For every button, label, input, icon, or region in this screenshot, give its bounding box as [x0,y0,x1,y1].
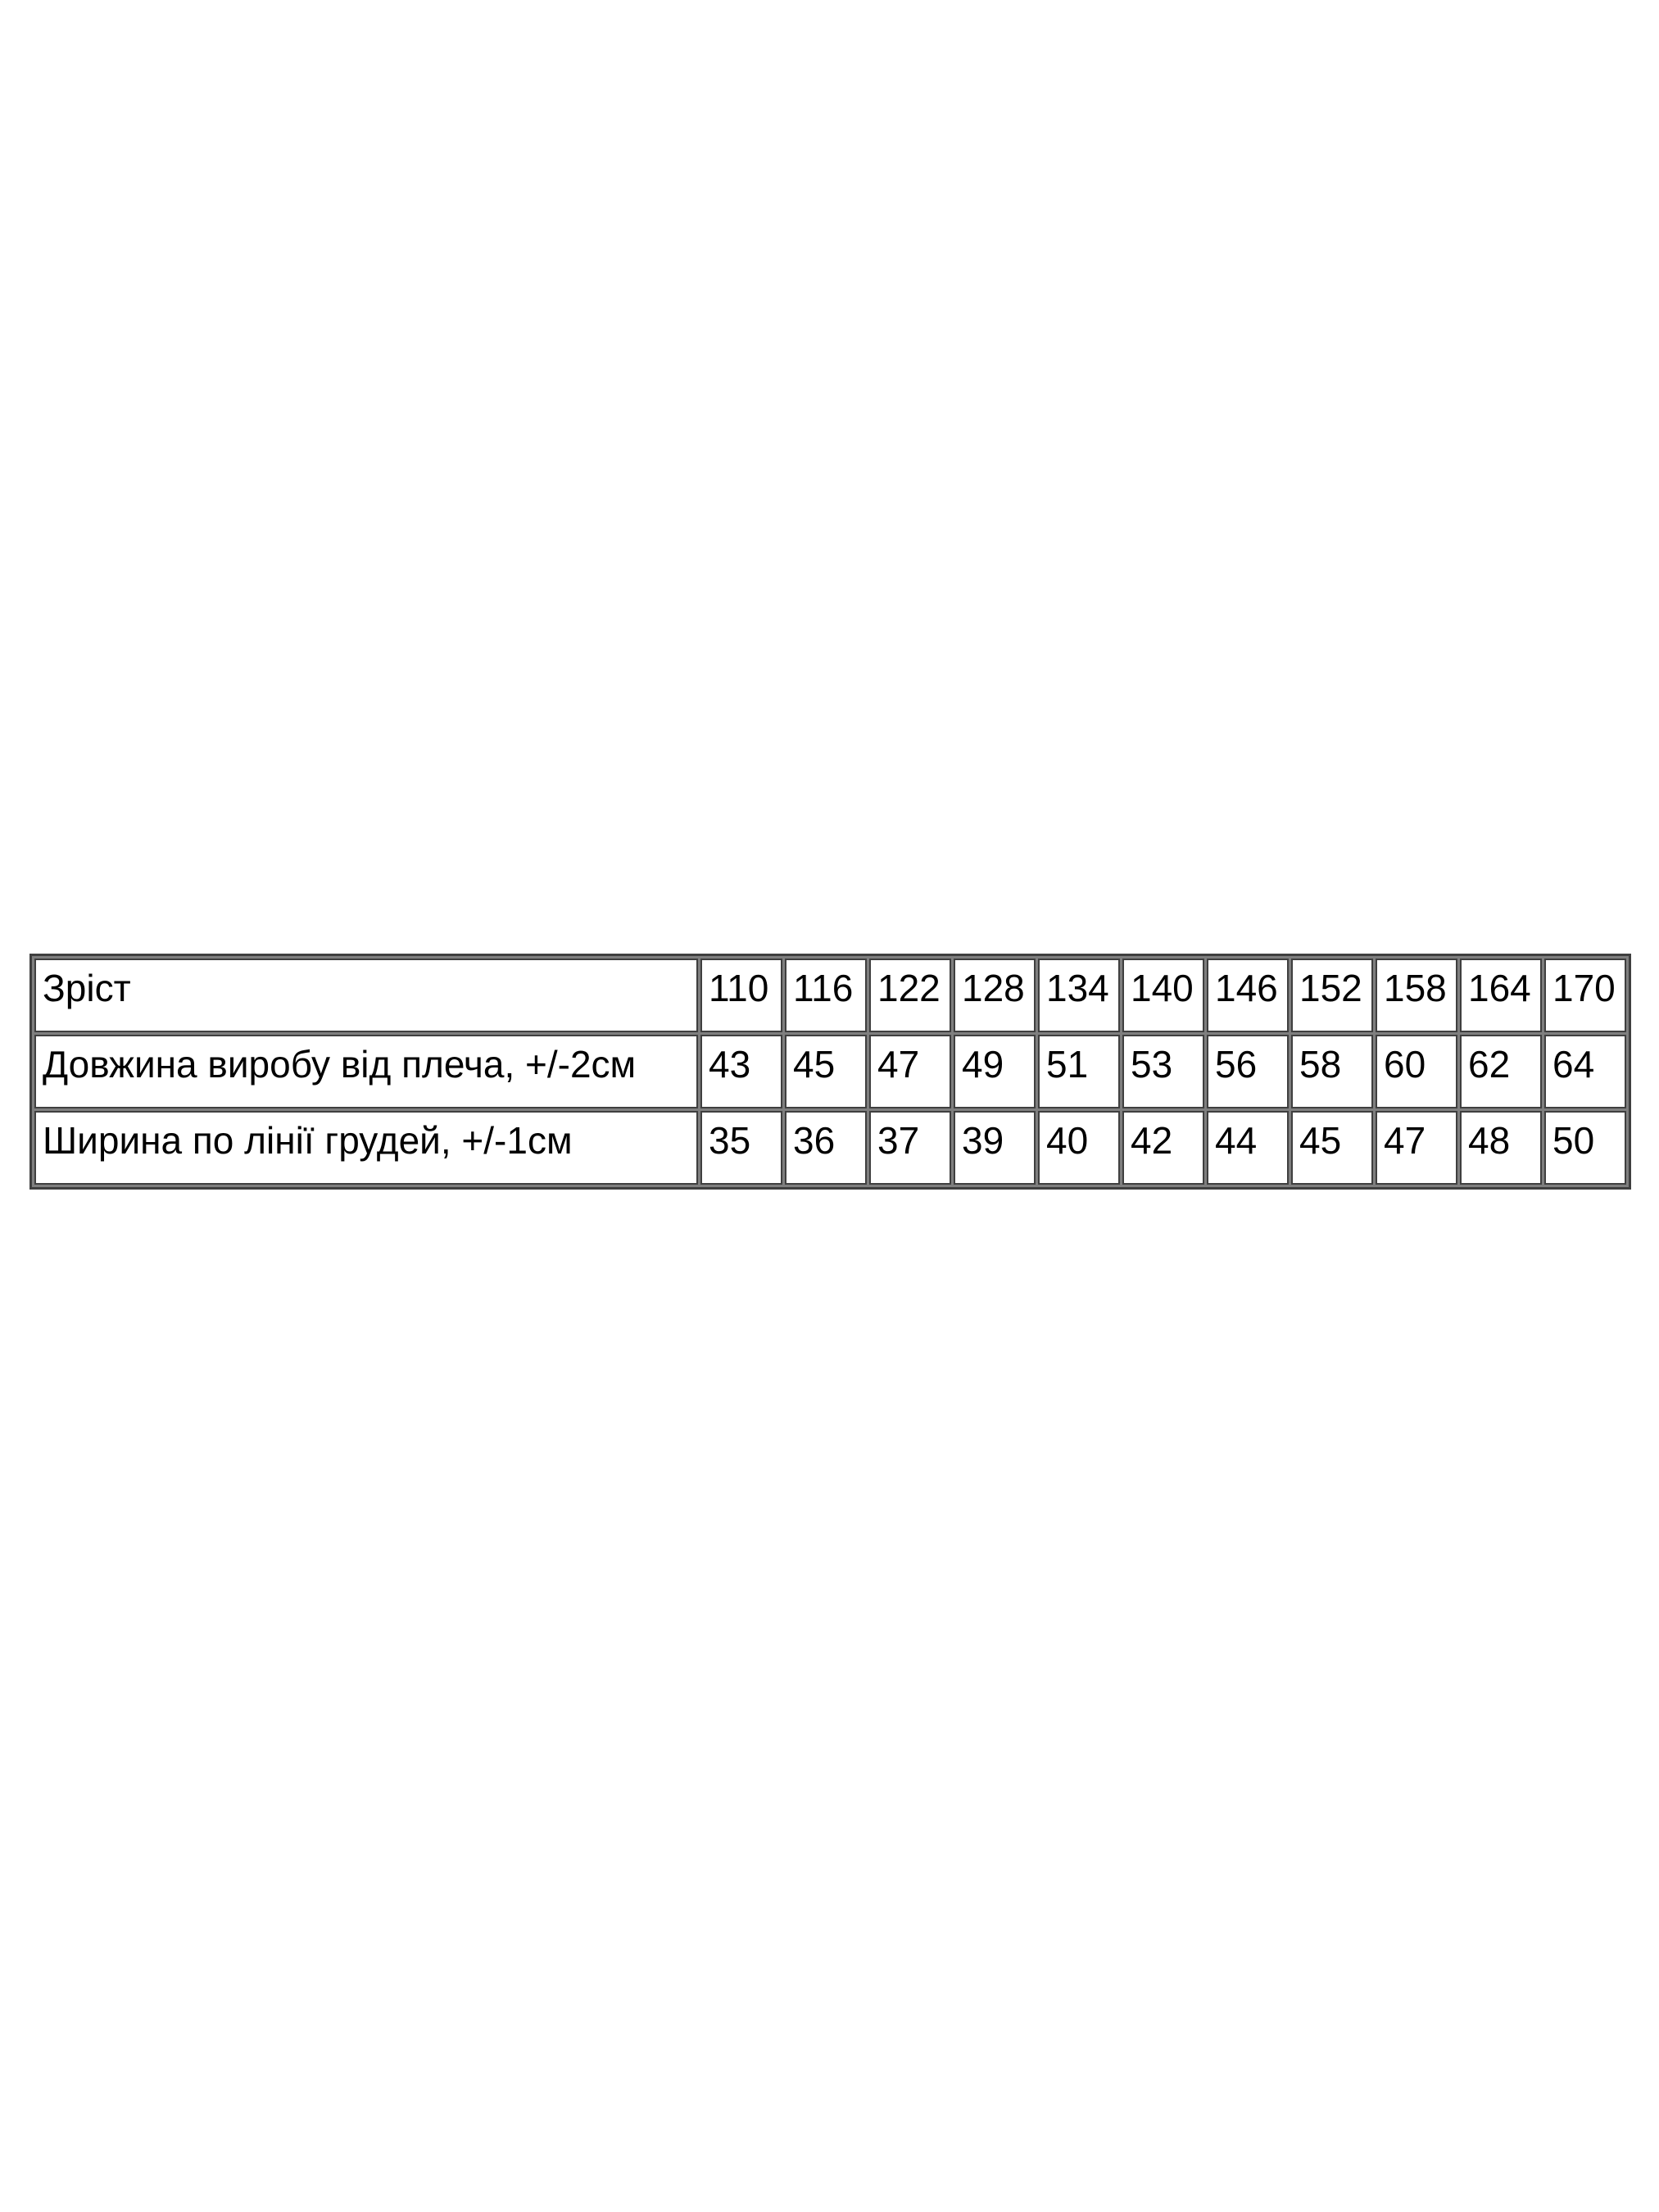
size-value-cell: 122 [869,959,951,1032]
measure-value-cell: 37 [869,1111,951,1185]
measure-value-cell: 47 [869,1035,951,1108]
measure-value-cell: 43 [700,1035,782,1108]
size-value-cell: 146 [1207,959,1289,1032]
row-label: Ширина по лінії грудей, +/-1см [34,1111,698,1185]
size-value-cell: 170 [1544,959,1626,1032]
size-data-row [34,1111,1626,1185]
measure-value-cell: 60 [1376,1035,1457,1108]
measure-value-cell: 58 [1291,1035,1373,1108]
size-value-cell: 164 [1460,959,1542,1032]
size-value-cell: 134 [1038,959,1120,1032]
measure-value-cell: 44 [1207,1111,1289,1185]
row-label: Довжина виробу від плеча, +/-2см [34,1035,698,1108]
measure-value-cell: 45 [1291,1111,1373,1185]
size-header-row [34,959,1626,1032]
measure-value-cell: 51 [1038,1035,1120,1108]
size-value-cell: 128 [954,959,1036,1032]
measure-value-cell: 50 [1544,1111,1626,1185]
size-value-cell: 110 [700,959,782,1032]
measure-value-cell: 39 [954,1111,1036,1185]
measure-value-cell: 47 [1376,1111,1457,1185]
size-value-cell: 116 [785,959,867,1032]
size-data-row [34,1035,1626,1108]
measure-value-cell: 42 [1122,1111,1204,1185]
size-chart-table [29,954,1631,1190]
row-label-height: Зріст [34,959,698,1032]
measure-value-cell: 53 [1122,1035,1204,1108]
measure-value-cell: 62 [1460,1035,1542,1108]
measure-value-cell: 36 [785,1111,867,1185]
size-value-cell: 152 [1291,959,1373,1032]
measure-value-cell: 48 [1460,1111,1542,1185]
size-value-cell: 140 [1122,959,1204,1032]
measure-value-cell: 40 [1038,1111,1120,1185]
measure-value-cell: 45 [785,1035,867,1108]
measure-value-cell: 35 [700,1111,782,1185]
measure-value-cell: 49 [954,1035,1036,1108]
size-value-cell: 158 [1376,959,1457,1032]
measure-value-cell: 64 [1544,1035,1626,1108]
measure-value-cell: 56 [1207,1035,1289,1108]
